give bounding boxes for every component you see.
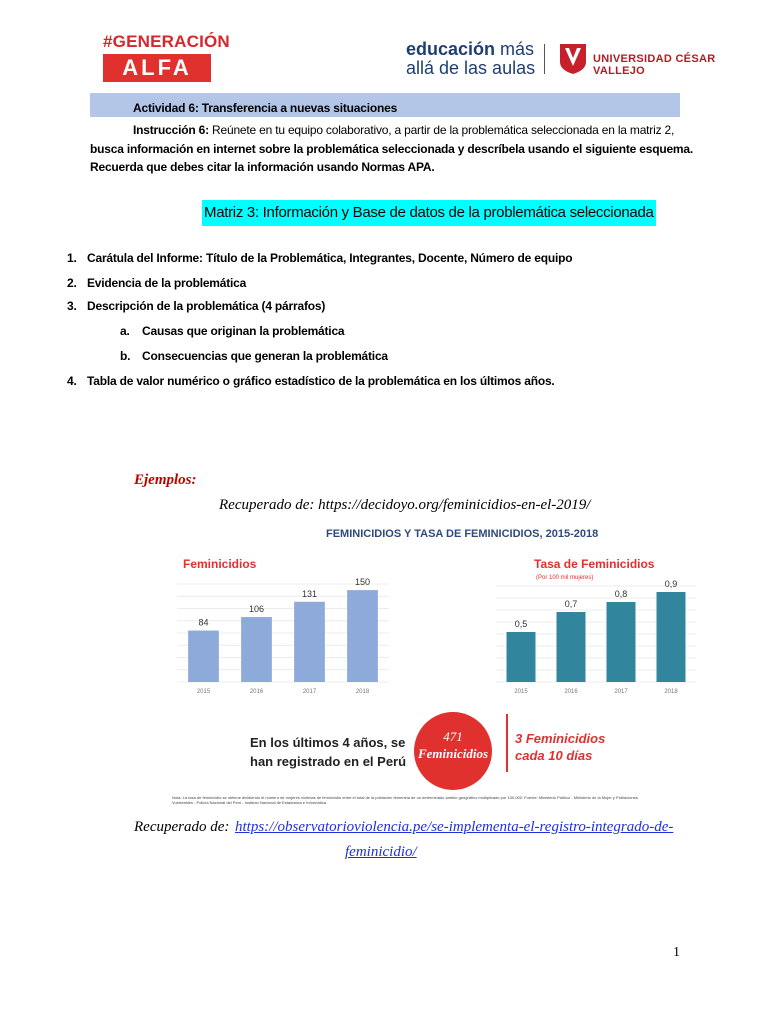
stat-text — [250, 733, 406, 771]
ucv-name: UNIVERSIDAD CÉSAR VALLEJO — [593, 53, 716, 77]
data-label: 0,8 — [614, 589, 628, 599]
matrix-title: Matriz 3: Información y Base de datos de la problemática seleccionada — [202, 200, 656, 226]
source-citation-2-label: Recuperado de: — [134, 819, 230, 835]
list-text: Consecuencias que generan la problemática — [142, 349, 388, 363]
list-text: Carátula del Informe: Título de la Problemática, Integrantes, Docente, Número de equipo — [87, 251, 573, 265]
list-text: Tabla de valor numérico o gráfico estadístico de la problemática en los últimos años. — [87, 374, 555, 388]
stat-rate — [515, 730, 605, 764]
data-label: 84 — [198, 617, 209, 628]
tick-label: 2016 — [249, 689, 264, 695]
bar — [607, 602, 636, 682]
instruction-line-2: busca información en internet sobre la problemática seleccionada y descríbela usando el siguiente esquema. — [90, 142, 694, 156]
bar — [347, 590, 378, 682]
tasa-feminicidios-chart — [490, 550, 700, 700]
tick-label: 2018 — [355, 689, 370, 695]
list-number: 1. — [67, 251, 77, 265]
list-number: 3. — [67, 299, 77, 313]
list-item — [67, 276, 667, 290]
data-label: 0,5 — [514, 619, 528, 629]
chart-title: Tasa de Feminicidios — [534, 557, 655, 571]
list-number: b. — [120, 349, 131, 363]
edu-line2: allá de las aulas — [406, 58, 536, 78]
stat-rate-line-2: cada 10 días — [515, 748, 593, 763]
instruction-line-1 — [133, 121, 674, 140]
stat-divider — [506, 714, 508, 772]
list-item — [67, 299, 667, 313]
tick-label: 2018 — [664, 689, 678, 695]
stat-circle-number: 471 — [443, 729, 463, 744]
data-label: 150 — [354, 577, 371, 588]
list-item — [67, 251, 667, 265]
tick-label: 2017 — [302, 689, 317, 695]
header-divider — [544, 44, 545, 74]
bar — [241, 617, 272, 682]
stat-line-1: En los últimos 4 años, se — [250, 735, 406, 750]
feminicidios-chart — [175, 550, 413, 700]
data-label: 131 — [301, 588, 318, 599]
infographic-note: Nota: La tasa de feminicidio se obtiene dividiendo el número de mujeres víctimas de feminicidio entre el total de la población femenina de un determinado ámbito geográfico multiplicado por 100,000. Fuente: Ministerio Público - Ministerio de la Mujer y Poblaciones Vulnerables - Policía Nacional del Perú - Instituto Nacional de Estadística e Informática. — [172, 795, 638, 805]
generacion-tag: #GENERACIÓN — [103, 32, 230, 51]
list-number: 4. — [67, 374, 77, 388]
stat-line-2: han registrado en el Perú — [250, 754, 407, 769]
chart-title: Feminicidios — [183, 557, 257, 571]
generacion-alfa-logo — [103, 32, 230, 82]
chart-subtitle: (Por 100 mil mujeres) — [536, 575, 594, 581]
bar — [507, 632, 536, 682]
list-item — [120, 349, 620, 363]
source-citation-1: Recuperado de: https://decidoyo.org/feminicidios-en-el-2019/ — [219, 497, 591, 513]
instruction-label: Instrucción 6: — [133, 123, 209, 137]
ucv-shield-icon — [560, 44, 586, 74]
edu-bold: educación — [406, 39, 496, 59]
data-label: 0,7 — [564, 599, 578, 609]
stat-rate-line-1: 3 Feminicidios — [515, 731, 606, 746]
list-number: 2. — [67, 276, 77, 290]
list-text: Descripción de la problemática (4 párrafos) — [87, 299, 326, 313]
data-label: 106 — [248, 604, 265, 615]
tick-label: 2017 — [614, 689, 628, 695]
bar — [294, 602, 325, 682]
source-link-continuation[interactable]: feminicidio/ — [345, 844, 417, 860]
infographic-title: FEMINICIDIOS Y TASA DE FEMINICIDIOS, 2015-2018 — [326, 528, 599, 540]
list-number: a. — [120, 324, 130, 338]
list-item — [120, 324, 620, 338]
data-label: 0,9 — [664, 579, 678, 589]
page-number: 1 — [673, 945, 680, 960]
bar — [188, 631, 219, 682]
source-link[interactable]: https://observatorioviolencia.pe/se-implementa-el-registro-integrado-de- — [235, 819, 674, 835]
tick-label: 2016 — [564, 689, 578, 695]
edu-rest: más — [495, 39, 535, 59]
educacion-logo — [406, 40, 535, 78]
examples-label: Ejemplos: — [134, 472, 197, 488]
bar — [657, 592, 686, 682]
bar — [557, 612, 586, 682]
list-text: Evidencia de la problemática — [87, 276, 247, 290]
tick-label: 2015 — [196, 689, 211, 695]
list-text: Causas que originan la problemática — [142, 324, 345, 338]
tick-label: 2015 — [514, 689, 528, 695]
instruction-text-1: Reúnete en tu equipo colaborativo, a partir de la problemática seleccionada en la matriz 2, — [208, 123, 675, 137]
alfa-badge: ALFA — [103, 54, 211, 82]
stat-circle-label: Feminicidios — [417, 746, 489, 761]
list-item — [67, 374, 707, 388]
instruction-line-3: Recuerda que debes citar la información usando Normas APA. — [90, 160, 435, 174]
activity-title: Actividad 6: Transferencia a nuevas situaciones — [133, 101, 398, 115]
